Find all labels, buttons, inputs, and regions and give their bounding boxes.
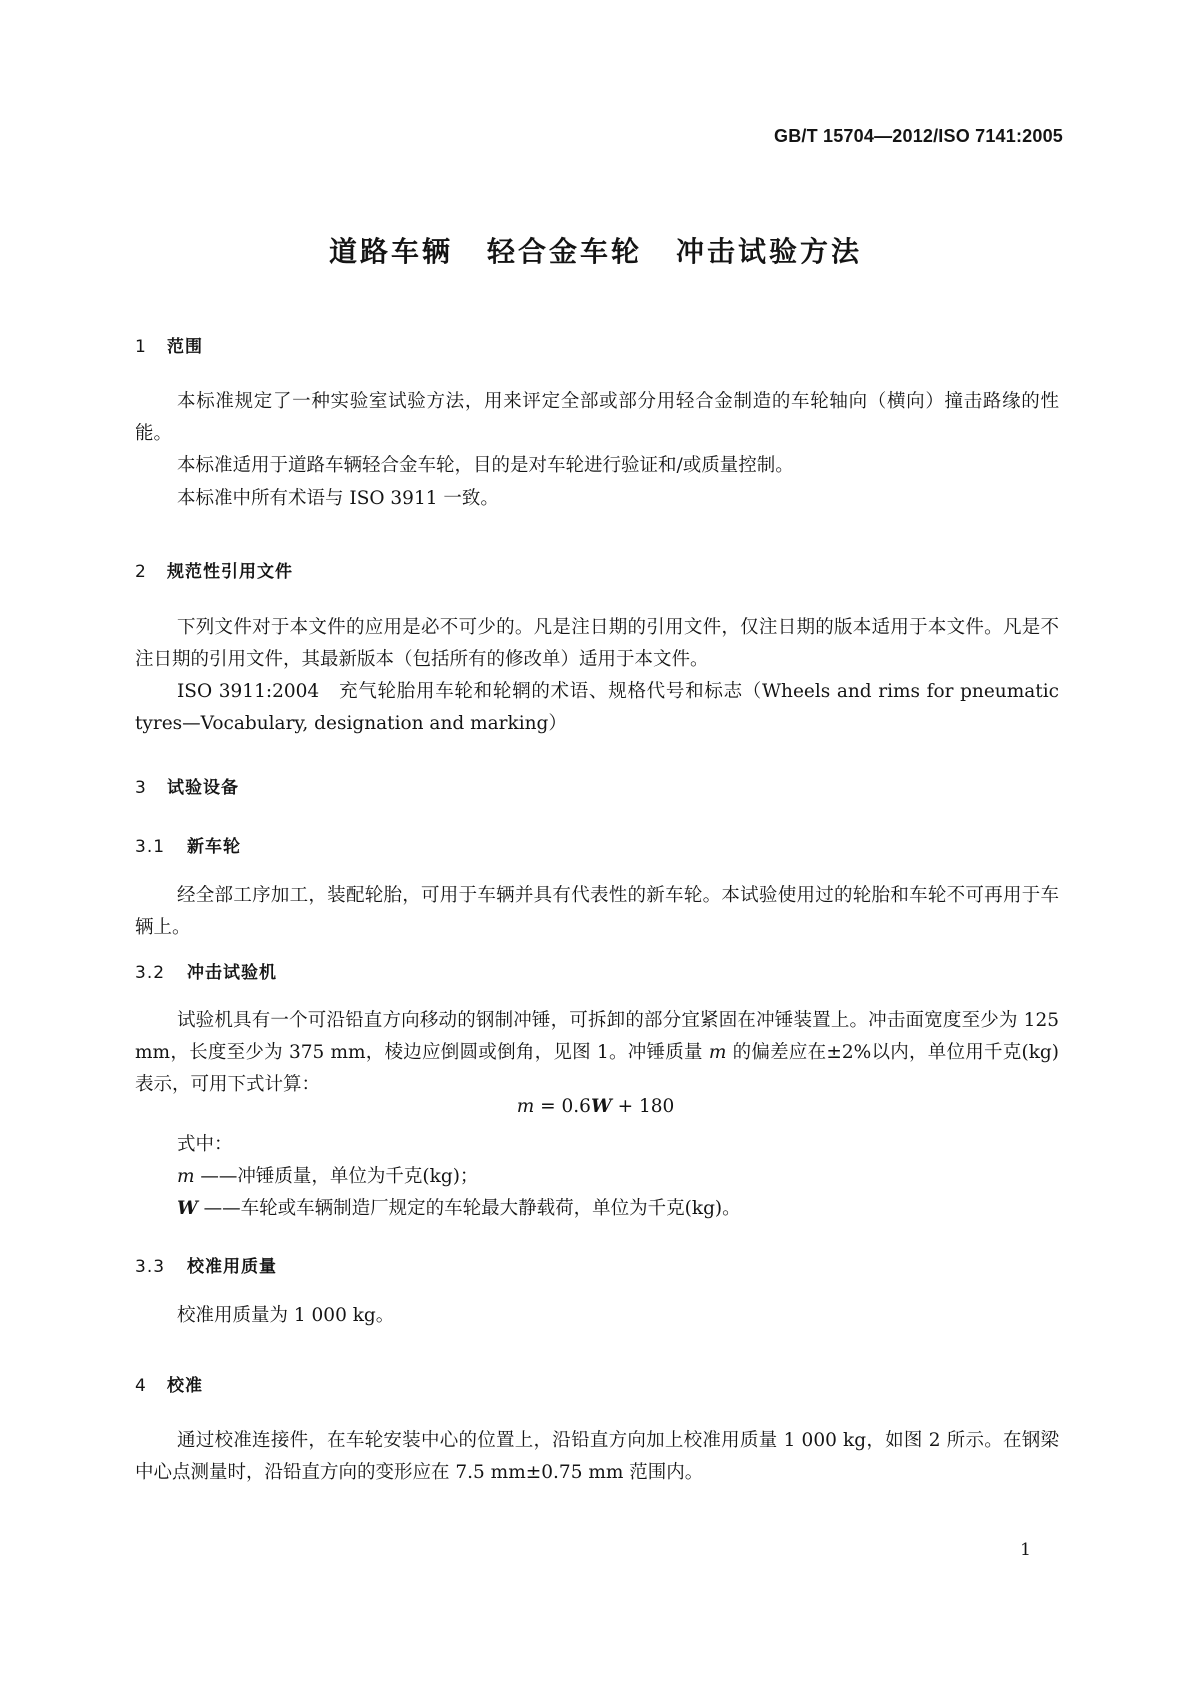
section-title: 冲击试验机: [187, 963, 277, 983]
section-2-paragraph-1: 下列文件对于本文件的应用是必不可少的。凡是注日期的引用文件，仅注日期的版本适用于本文件。凡是不注日期的引用文件，其最新版本（包括所有的修改单）适用于本文件。: [135, 617, 1059, 670]
section-3-1-heading: [135, 832, 241, 857]
section-4-paragraph: 通过校准连接件，在车轮安装中心的位置上，沿铅直方向加上校准用质量 1 000 kg，如图 2 所示。在钢梁中心点测量时，沿铅直方向的变形应在 7.5 mm±0.75 mm 范围内。: [135, 1430, 1059, 1483]
section-3-3-paragraph: 校准用质量为 1 000 kg。: [177, 1305, 395, 1326]
variable-m: m: [708, 1042, 727, 1063]
page-number: 1: [1020, 1540, 1031, 1560]
section-1-heading: [135, 332, 203, 357]
section-3-heading: [135, 773, 239, 798]
section-1-paragraph-1: 本标准规定了一种实验室试验方法，用来评定全部或部分用轻合金制造的车轮轴向（横向）撞击路缘的性能。: [135, 391, 1059, 444]
paragraph-text: 试验机具有一个可沿铅直方向移动的钢制冲锤，可拆卸的部分宜紧固在冲锤装置上。冲击面宽度至少为 125 mm，长度至少为 375 mm，棱边应倒圆或倒角，见图 1。冲锤质量: [135, 1010, 1059, 1063]
symbol-m: m: [177, 1166, 195, 1187]
definition-m: [177, 1161, 1057, 1193]
formula-w: W: [590, 1096, 612, 1117]
mass-formula: [0, 1096, 1191, 1117]
section-1-paragraph-3: 本标准中所有术语与 ISO 3911 一致。: [177, 488, 499, 509]
section-3-1-paragraph: 经全部工序加工，装配轮胎，可用于车辆并具有代表性的新车轮。本试验使用过的轮胎和车轮不可再用于车辆上。: [135, 885, 1059, 938]
paragraph-text: 的偏差应在±2%以内，单位用千克(kg)表示，可用下式计算：: [135, 1042, 1059, 1095]
section-number: 3.2: [135, 963, 166, 983]
section-2-heading: [135, 557, 293, 582]
title-part-3: 冲击试验方法: [676, 235, 863, 268]
section-title: 新车轮: [187, 837, 241, 857]
normative-reference: ISO 3911:2004 充气轮胎用车轮和轮辋的术语、规格代号和标志（Wheels and rims for pneumatic tyres—Vocabulary, designation and marking）: [135, 681, 1059, 734]
section-3-2-paragraph: [135, 1005, 1059, 1101]
title-part-1: 道路车辆: [328, 235, 453, 268]
section-number: 3.3: [135, 1257, 166, 1277]
formula-text: = 0.6: [534, 1096, 591, 1117]
section-title: 试验设备: [167, 778, 239, 798]
section-title: 规范性引用文件: [167, 562, 293, 582]
section-number: 3: [135, 778, 147, 798]
section-title: 范围: [167, 337, 203, 357]
definition-w: [177, 1193, 1057, 1225]
section-number: 4: [135, 1376, 147, 1396]
section-title: 校准用质量: [187, 1257, 277, 1277]
section-number: 3.1: [135, 837, 166, 857]
definition-text: ——车轮或车辆制造厂规定的车轮最大静载荷，单位为千克(kg)。: [197, 1198, 741, 1219]
definition-text: ——冲锤质量，单位为千克(kg)；: [194, 1166, 479, 1187]
section-title: 校准: [167, 1376, 203, 1396]
symbol-w: W: [177, 1198, 198, 1219]
section-3-2-heading: [135, 958, 277, 983]
title-part-2: 轻合金车轮: [486, 235, 642, 268]
document-title: [0, 230, 1191, 270]
section-number: 2: [135, 562, 147, 582]
section-3-3-heading: [135, 1252, 277, 1277]
formula-text: + 180: [611, 1096, 675, 1117]
section-4-heading: [135, 1371, 203, 1396]
formula-m: m: [516, 1096, 535, 1117]
where-label: 式中：: [177, 1134, 233, 1155]
section-1-paragraph-2: 本标准适用于道路车辆轻合金车轮，目的是对车轮进行验证和/或质量控制。: [177, 455, 794, 476]
section-number: 1: [135, 337, 147, 357]
standard-code: GB/T 15704—2012/ISO 7141:2005: [774, 126, 1063, 146]
